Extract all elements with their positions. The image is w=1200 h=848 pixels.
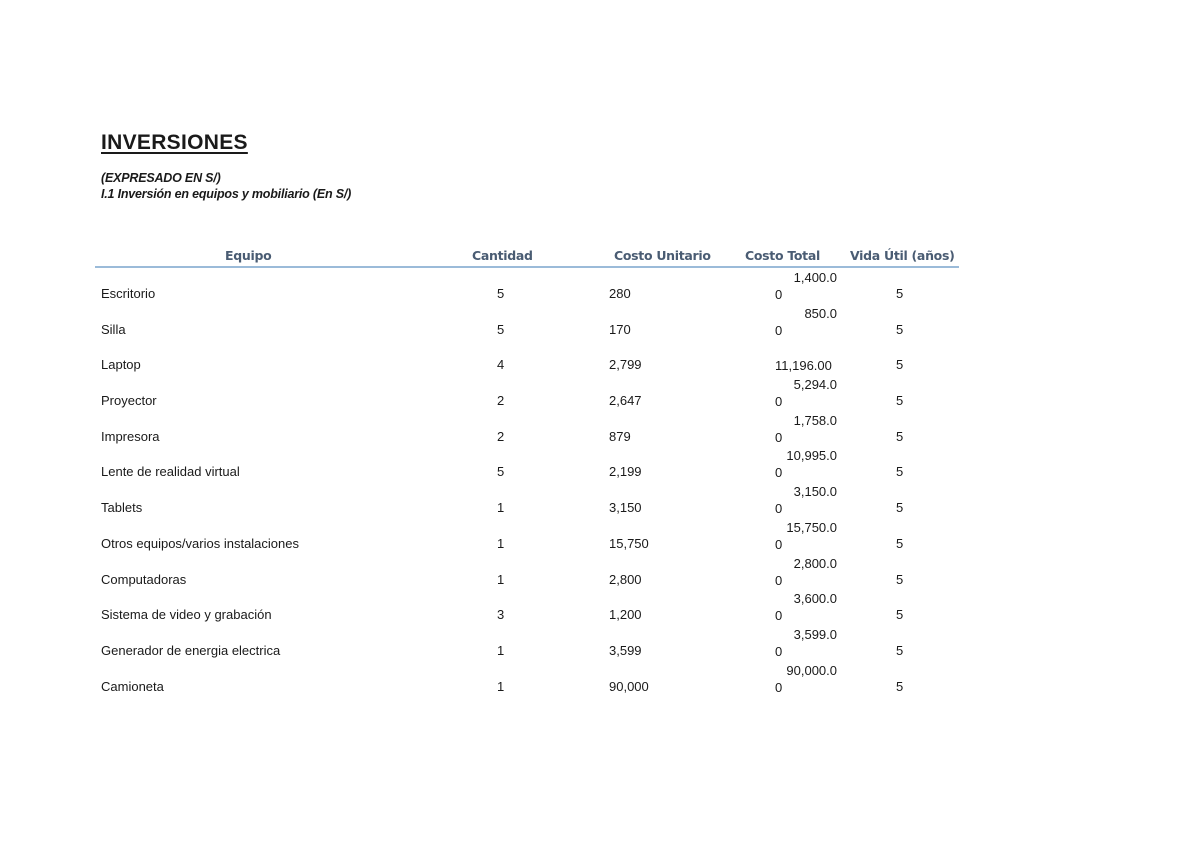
cell-costo-total-line1: 15,750.0 (786, 519, 837, 535)
cell-cantidad: 2 (497, 393, 505, 409)
cell-costo-total (775, 305, 837, 339)
table-row (0, 268, 1200, 304)
cell-equipo: Sistema de video y grabación (101, 607, 272, 623)
cell-cantidad: 5 (497, 286, 505, 301)
cell-costo-total (775, 483, 837, 517)
cell-costo-total-line2: 0 (775, 501, 783, 517)
cell-cantidad: 1 (497, 642, 505, 658)
cell-cantidad: 1 (497, 500, 505, 516)
cell-costo-total-line1: 2,800.0 (793, 555, 837, 571)
table-row (0, 625, 1200, 661)
currency-note: (EXPRESADO EN S/) (101, 171, 221, 185)
cell-costo-unitario: 90,000 (609, 678, 649, 694)
cell-cantidad: 5 (497, 464, 505, 480)
cell-cantidad: 3 (497, 607, 505, 623)
cell-costo-unitario: 15,750 (609, 535, 649, 551)
cell-vida-util: 5 (896, 678, 904, 694)
cell-equipo: Escritorio (101, 286, 156, 301)
table-row (0, 411, 1200, 447)
cell-vida-util: 5 (896, 607, 904, 623)
cell-equipo: Impresora (101, 428, 160, 444)
cell-vida-util: 5 (896, 321, 904, 337)
table-row (0, 554, 1200, 590)
cell-vida-util: 5 (896, 286, 904, 301)
cell-costo-total (775, 519, 837, 553)
table-row (0, 446, 1200, 482)
cell-costo-total-line2: 0 (775, 608, 783, 624)
cell-costo-total-line1: 5,294.0 (793, 377, 837, 393)
table-body (0, 268, 1200, 696)
cell-cantidad: 4 (497, 357, 505, 373)
cell-vida-util: 5 (896, 428, 904, 444)
cell-vida-util: 5 (896, 500, 904, 516)
cell-cantidad: 1 (497, 535, 505, 551)
cell-costo-total-line1: 10,995.0 (786, 448, 837, 464)
cell-costo-total-line2: 0 (775, 322, 783, 338)
cell-costo-total-line1: 3,599.0 (793, 626, 837, 642)
cell-costo-total-line2: 0 (775, 394, 783, 410)
cell-costo-total-line1: 1,758.0 (793, 412, 837, 428)
cell-costo-total-line2: 0 (775, 536, 783, 552)
cell-costo-total-line1: 1,400.0 (793, 270, 837, 285)
header-cantidad: Cantidad (472, 248, 533, 263)
cell-vida-util: 5 (896, 642, 904, 658)
cell-vida-util: 5 (896, 571, 904, 587)
table-row (0, 339, 1200, 375)
cell-costo-total (775, 269, 837, 303)
header-equipo: Equipo (225, 248, 272, 263)
cell-costo-unitario: 3,150 (609, 500, 642, 516)
cell-costo-total-line2: 0 (775, 429, 783, 445)
cell-costo-total (775, 555, 837, 589)
cell-costo-total-line1: 3,600.0 (793, 591, 837, 607)
table-row (0, 589, 1200, 625)
cell-costo-unitario: 2,647 (609, 393, 642, 409)
cell-costo-total-line2: 0 (775, 287, 783, 302)
table-row (0, 375, 1200, 411)
cell-costo-unitario: 879 (609, 428, 631, 444)
table-row (0, 518, 1200, 554)
table-row (0, 482, 1200, 518)
cell-costo-unitario: 2,800 (609, 571, 642, 587)
cell-equipo: Generador de energia electrica (101, 642, 281, 658)
cell-cantidad: 2 (497, 428, 505, 444)
cell-cantidad: 1 (497, 571, 505, 587)
cell-equipo: Proyector (101, 393, 157, 409)
cell-equipo: Computadoras (101, 571, 187, 587)
cell-vida-util: 5 (896, 393, 904, 409)
header-costo-total: Costo Total (745, 248, 820, 263)
cell-costo-total (775, 662, 837, 696)
cell-costo-total-line2: 0 (775, 643, 783, 659)
cell-costo-total-line2: 0 (775, 465, 783, 481)
document-title: INVERSIONES (101, 131, 248, 154)
header-vida-util: Vida Útil (años) (850, 248, 955, 263)
cell-costo-total-line2: 0 (775, 679, 783, 695)
table-row (0, 304, 1200, 340)
cell-cantidad: 1 (497, 678, 505, 694)
cell-equipo: Laptop (101, 357, 141, 373)
cell-equipo: Silla (101, 321, 126, 337)
cell-costo-total (775, 447, 837, 481)
table-header (95, 246, 959, 268)
cell-cantidad: 5 (497, 321, 505, 337)
cell-costo-total-line1: 90,000.0 (786, 662, 837, 678)
cell-costo-total (775, 376, 837, 410)
cell-costo-unitario: 170 (609, 321, 631, 337)
cell-costo-unitario: 280 (609, 286, 631, 301)
cell-vida-util: 5 (896, 535, 904, 551)
cell-equipo: Lente de realidad virtual (101, 464, 240, 480)
cell-equipo: Otros equipos/varios instalaciones (101, 535, 299, 551)
cell-costo-total (775, 412, 837, 446)
cell-costo-total-line1: 3,150.0 (793, 484, 837, 500)
table-row (0, 661, 1200, 697)
cell-costo-unitario: 2,799 (609, 357, 642, 373)
cell-equipo: Camioneta (101, 678, 164, 694)
cell-costo-total (775, 590, 837, 624)
cell-costo-total-line1: 11,196.00 (775, 358, 832, 374)
cell-costo-total-line1: 850.0 (804, 305, 837, 321)
cell-vida-util: 5 (896, 464, 904, 480)
cell-costo-unitario: 3,599 (609, 642, 642, 658)
cell-vida-util: 5 (896, 357, 904, 373)
header-costo-unitario: Costo Unitario (614, 248, 711, 263)
cell-costo-unitario: 1,200 (609, 607, 642, 623)
cell-equipo: Tablets (101, 500, 143, 516)
section-heading: I.1 Inversión en equipos y mobiliario (En S/) (101, 187, 352, 201)
cell-costo-total-line2: 0 (775, 572, 783, 588)
cell-costo-total (775, 357, 832, 374)
cell-costo-unitario: 2,199 (609, 464, 642, 480)
cell-costo-total (775, 626, 837, 660)
